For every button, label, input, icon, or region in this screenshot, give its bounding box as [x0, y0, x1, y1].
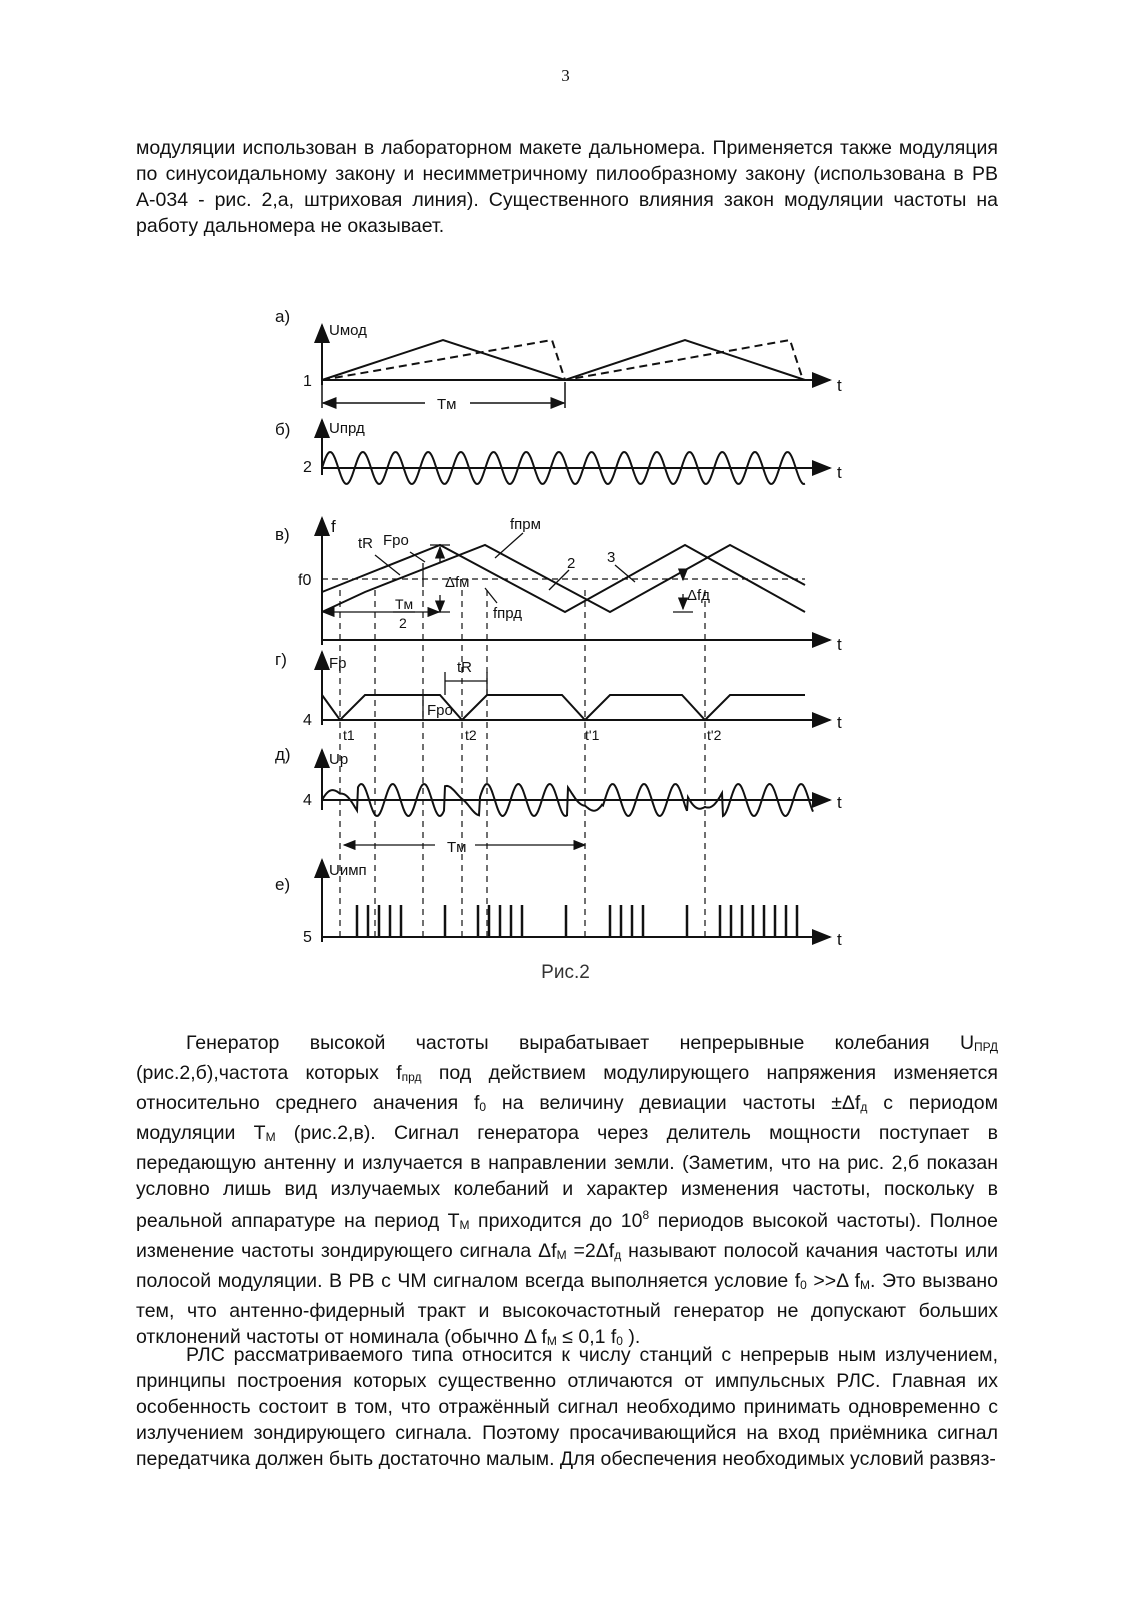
panel-v-curve3-label: 3 — [607, 549, 616, 566]
panel-a-triangle-wave — [322, 340, 805, 380]
panel-e-letter: е) — [275, 875, 291, 894]
panel-v-curve2-label: 2 — [567, 555, 576, 572]
panel-a-tm-label: Tм — [437, 396, 457, 413]
panel-g-letter: г) — [275, 650, 287, 669]
panel-d-level: 4 — [303, 792, 312, 809]
panel-g-ylabel: Fр — [329, 655, 347, 672]
panel-v-tm2-numerator: Tм — [395, 596, 414, 612]
panel-e-t-label: t — [837, 930, 842, 949]
panel-g-tr-label: tR — [457, 659, 472, 676]
panel-g-level: 4 — [303, 712, 312, 729]
page-number: 3 — [561, 66, 570, 85]
panel-d-tm-label: Tм — [447, 839, 467, 856]
paragraph-3: РЛС рассматриваемого типа относится к числу станций с непрерыв ным излучением, принципы построения которых существенно отличаются от импульсных РЛС. Главная их особенность состоит в том, что отражённый сигнал необходимо принимать одновременно с излучением зондирующего сигнала. Поэтому просачивающийся на вход приёмника сигнал передатчика должен быть достаточно малым. Для обеспечения необходимых условий развяз- — [136, 1344, 998, 1470]
figure-caption: Рис.2 — [541, 962, 590, 983]
panel-a-t-label: t — [837, 376, 842, 395]
panel-a-ylabel: Uмод — [329, 322, 367, 339]
panel-e-ylabel: Uимп — [329, 862, 367, 879]
vertical-dashed-guides — [340, 590, 705, 940]
panel-d-letter: д) — [275, 745, 291, 764]
panel-v-fprd-label: fпрд — [493, 605, 523, 622]
panel-v-t-label: t — [837, 635, 842, 654]
panel-v-fro-label: Fро — [383, 532, 409, 549]
panel-g-t2-label: t2 — [465, 727, 477, 743]
panel-g-t1p-label: t'1 — [585, 727, 600, 743]
panel-a-level: 1 — [303, 373, 312, 390]
panel-e-level: 5 — [303, 929, 312, 946]
panel-a-letter: а) — [275, 307, 291, 326]
panel-g-t1-label: t1 — [343, 727, 355, 743]
panel-v-dfd-label: Δfд — [687, 587, 710, 604]
panel-v-ylabel: f — [331, 517, 336, 536]
panel-v-dfm-label: Δfм — [445, 574, 470, 591]
paragraph-1: модуляции использован в лабораторном макете дальномера. Применяется также модуляция по синусоидальному закону и несимметричному пилообразному закону (использована в РВ А-034 - рис. 2,а, штриховая линия). Существенного влияния закон модуляции частоты на работу дальномера не оказывает. — [136, 137, 998, 237]
paragraph-2: Генератор высокой частоты вырабатывает непрерывные колебания UПРД (рис.2,б),частота которых fпрд под действием модулирующего напряжения изменяется относительно среднего аначения f0 на величину девиации частоты ±Δfд с периодом модуляции TМ (рис.2,в). Сигнал генератора через делитель мощности поступает в передающую антенну и излучается в направлении земли. (Заметим, что на рис. 2,б показан условно лишь вид излучаемых колебаний и характер изменения частоты, поскольку в реальной аппаратуре на период TМ приходится до $10^8$ периодов высокой частоты). Полное изменение частоты зондирующего сигнала ΔfМ =2Δfд называют полосой качания частоты или полосой модуляции. В РВ с ЧМ сигналом всегда выполняется условие f0 >>Δ fМ. Это вызвано тем, что антенно-фидерный тракт и высокочастотный генератор не допускают больших отклонений частоты от номинала (обычно Δ fМ ≤ 0,1 f0 ). — [136, 1032, 999, 1348]
panel-v-fprm-label: fпрм — [510, 516, 541, 533]
panel-d-t-label: t — [837, 793, 842, 812]
panel-v-fprm-leader — [495, 533, 523, 558]
panel-v-tr-leader — [375, 555, 400, 575]
figure-2-diagram — [265, 300, 865, 960]
panel-v-letter: в) — [275, 525, 290, 544]
panel-g-beat-frequency-line — [322, 695, 805, 720]
panel-b-level: 2 — [303, 459, 312, 476]
panel-v-tm2-denominator: 2 — [399, 615, 407, 631]
panel-d-ylabel: Uр — [329, 751, 349, 768]
panel-a-sawtooth-dashed — [322, 340, 803, 380]
panel-v-tr-label: tR — [358, 535, 373, 552]
panel-g-t2p-label: t'2 — [707, 727, 722, 743]
panel-g-fro-label: Fро — [427, 702, 453, 719]
panel-v-level: f0 — [298, 572, 312, 589]
panel-b-letter: б) — [275, 420, 291, 439]
panel-g-t-label: t — [837, 713, 842, 732]
panel-b-t-label: t — [837, 463, 842, 482]
panel-b-ylabel: Uпрд — [329, 420, 365, 437]
